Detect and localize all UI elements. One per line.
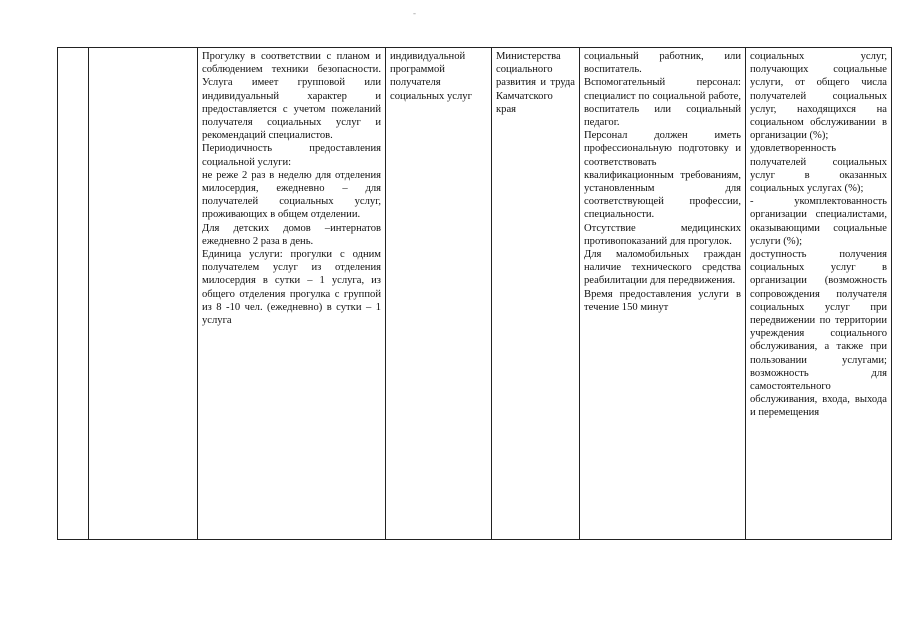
cell-paragraph: - укомплектованность организации специалистами, оказывающими социальные услуги (%); — [750, 196, 887, 247]
cell-quality-indicators — [746, 48, 892, 540]
services-table — [57, 47, 892, 540]
cell-paragraph: социальный работник, или воспитатель. — [584, 51, 741, 76]
cell-service-description — [198, 48, 386, 540]
cell-paragraph: не реже 2 раз в неделю для отделения милосердия, ежедневно – для получателей социальных услуг, проживающих в общем отделении. — [202, 169, 381, 221]
cell-paragraph: социальных услуг, получающих социальные услуги, от общего числа получателей социальных услуг, находящихся на социальном обслуживании в организации (%); — [750, 51, 887, 142]
cell-paragraph: индивидуальной программой получателя социальных услуг — [390, 51, 472, 102]
cell-tariff — [492, 48, 580, 540]
cell-paragraph: Министерства социального развития и труда Камчатского края — [496, 51, 575, 115]
table-row — [58, 48, 892, 540]
cell-paragraph: Единица услуги: прогулки с одним получателем услуг из отделения милосердия в сутки – 1 услуга, из общего отделения прогулка с группой из 8 -10 чел. (ежедневно) в сутки – 1 услуга — [202, 249, 381, 327]
cell-paragraph: Персонал должен иметь профессиональную подготовку и соответствовать квалификационным требованиям, установленным для соответствующей профессии, специальности. — [584, 130, 741, 221]
cell-paragraph: доступность получения социальных услуг в организации (возможность сопровождения получателя социальных услуг при передвижении по территории учреждения социального обслуживания, а также при пользовании услугами; возможность для самостоятельного обслуживания, входа, выхода и перемещения — [750, 249, 887, 419]
cell-paragraph: Для маломобильных граждан наличие технического средства реабилитации для передвижения. — [584, 249, 741, 287]
cell-paragraph: Вспомогательный персонал: специалист по социальной работе, воспитатель или социальный педагог. — [584, 77, 741, 129]
cell-paragraph: Время предоставления услуги в течение 150 минут — [584, 288, 741, 313]
cell-paragraph: Отсутствие медицинских противопоказаний для прогулок. — [584, 222, 741, 247]
cell-service-name — [89, 48, 198, 540]
cell-conditions — [580, 48, 746, 540]
cell-paragraph: Периодичность предоставления социальной услуги: — [202, 143, 381, 168]
cell-service-volume — [386, 48, 492, 540]
cell-paragraph: Для детских домов –интернатов ежедневно 2 раза в день. — [202, 222, 381, 247]
cell-paragraph: Прогулку в соответствии с планом и соблюдением техники безопасности. Услуга имеет групповой или индивидуальный характер и предоставляется с учетом пожеланий получателя социальных услуг и рекомендаций специалистов. — [202, 51, 381, 142]
cell-number — [58, 48, 89, 540]
page-mark: - — [413, 8, 416, 18]
cell-paragraph: удовлетворенность получателей социальных услуг в оказанных социальных услугах (%); — [750, 143, 887, 195]
